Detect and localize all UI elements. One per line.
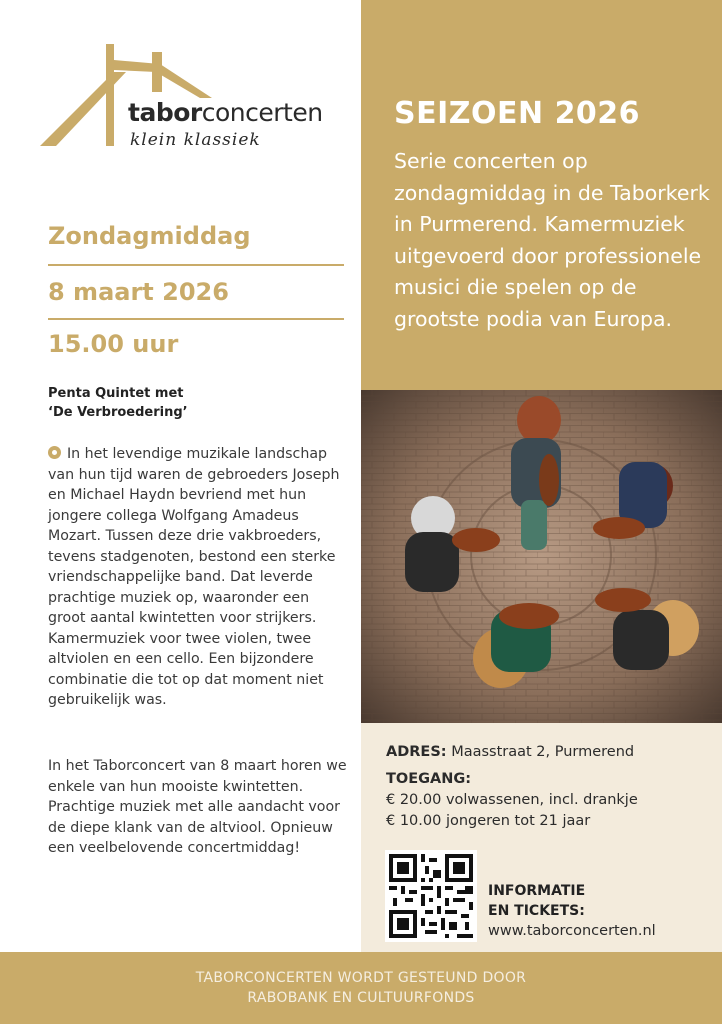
tabor-logo [40,42,350,152]
event-date: 8 maart 2026 [48,278,229,306]
footer-line1: TABORCONCERTEN WORDT GESTEUND DOOR [195,970,527,986]
season-panel [361,0,722,390]
event-day: Zondagmiddag [48,222,251,250]
price-adult: € 20.00 volwassenen, incl. drankje [386,792,638,808]
description-paragraph-1: In het levendige muzikale landschap van hun tijd waren de gebroeders Joseph en Michael Haydn bevriend met hun jongere collega Wolfgang Amadeus Mozart. Tussen deze drie vakbroeders, tevens stadgenoten, bestond een sterke vriendschappelijke band. Dat leverde prachtige muziek op, waaronder een groot aantal kwintetten voor strijkers. Kamermuziek voor twee violen, twee altviolen en een cello. Een bijzondere combinatie die tot op dat moment niet gebruikelijk was. [48,446,340,708]
price-youth: € 10.00 jongeren tot 21 jaar [386,813,591,829]
description-paragraph-2: In het Taborconcert van 8 maart horen we enkele van hun mooiste kwintetten. Prachtige muziek met alle aandacht voor de diepe klank van de altviool. Opnieuw een veelbelovende concertmiddag! [48,758,347,856]
address-line [386,744,634,760]
tickets-label: INFORMATIE EN TICKETS: [488,883,586,919]
musicians-photo [361,390,722,723]
season-description: Serie concerten op zondagmiddag in de Taborkerk in Purmerend. Kamermuziek uitgevoerd door professionele musici die spelen op de grootste podia van Europa. [394,149,710,331]
logo-wordmark: taborconcerten [128,98,323,127]
info-panel [361,723,722,952]
qr-code-icon[interactable] [385,850,477,942]
event-time: 15.00 uur [48,330,179,358]
footer-line2: RABOBANK EN CULTUURFONDS [247,990,475,1006]
address-value: Maasstraat 2, Purmerend [451,744,635,760]
footer-banner [0,952,722,1024]
website-link[interactable]: www.taborconcerten.nl [488,923,656,939]
logo-subtitle: klein klassiek [130,130,261,150]
divider [48,318,344,320]
season-heading: SEIZOEN 2026 [394,96,641,131]
divider [48,264,344,266]
cobblestone-photo-illustration [361,390,722,723]
circle-bullet-icon [48,446,61,459]
access-label: TOEGANG: [386,771,472,787]
left-column [0,0,361,952]
concert-title [48,384,338,422]
concert-title-line1: Penta Quintet met [48,386,184,401]
address-label: ADRES: [386,744,447,760]
concert-title-line2: ‘De Verbroedering’ [48,405,188,420]
